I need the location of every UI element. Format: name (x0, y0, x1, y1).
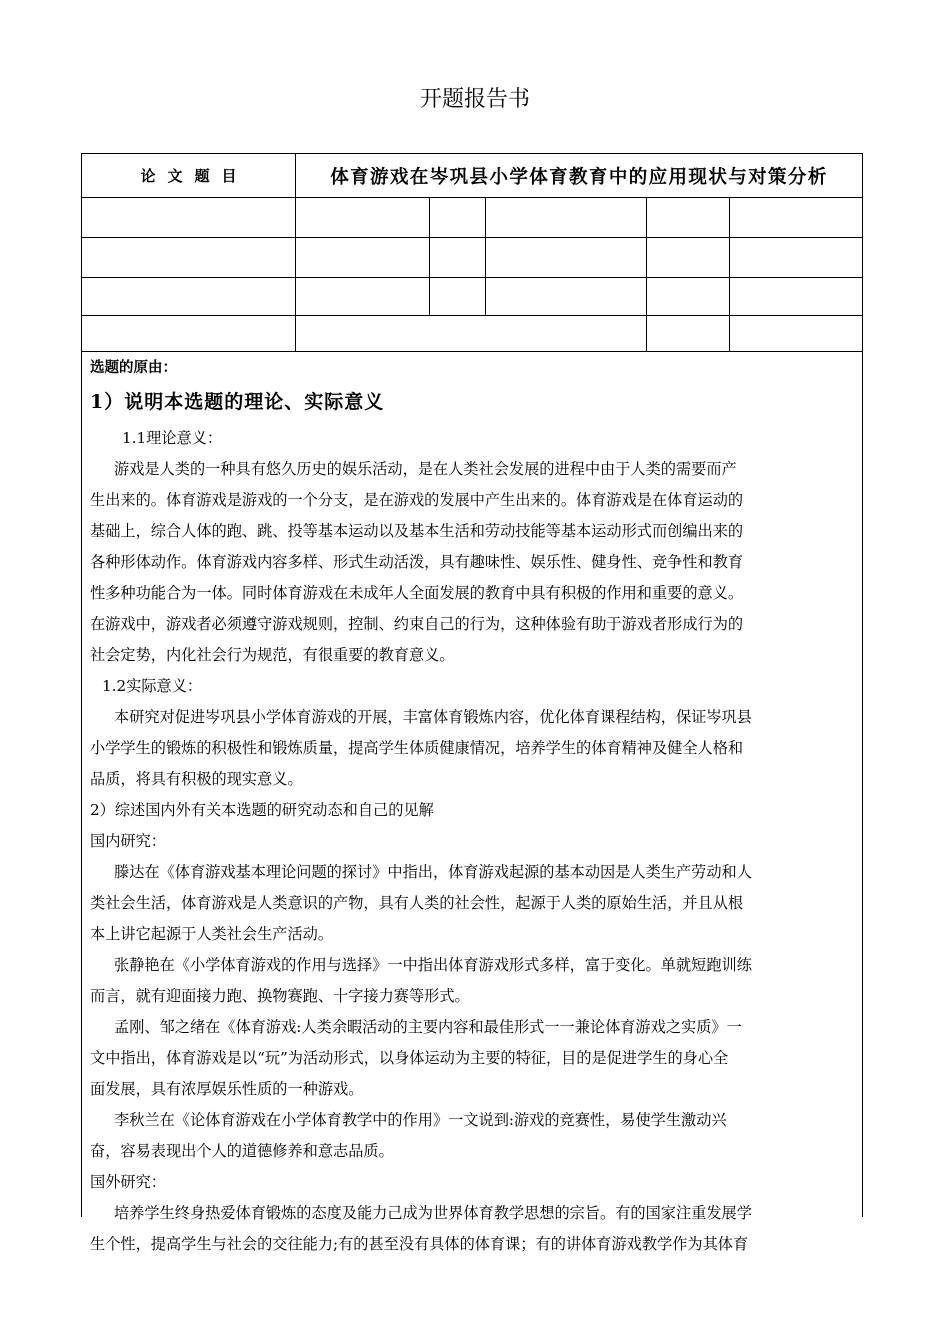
paragraph-line: 张静艳在《小学体育游戏的作用与选择》一中指出体育游戏形式多样，富于变化。单就短跑训练 (114, 956, 752, 974)
subheading-theory: 1.1理论意义： (122, 429, 223, 447)
subheading-practice: 1.2实际意义： (102, 677, 203, 695)
paragraph-line: 小学学生的锻炼的积极性和锻炼质量，提高学生体质健康情况，培养学生的体育精神及健全人格和 (90, 739, 744, 757)
paragraph-line: 品质，将具有积极的现实意义。 (90, 770, 303, 788)
grid-rule (429, 197, 430, 315)
grid-rule (485, 197, 486, 315)
paragraph-line: 孟刚、邹之绪在《体育游戏:人类余暇活动的主要内容和最佳形式一一兼论体育游戏之实质》一 (114, 1018, 742, 1036)
heading-review: 2）综述国内外有关本选题的研究动态和自己的见解 (90, 801, 434, 819)
paragraph-line: 类社会生活，体育游戏是人类意识的产物，具有人类的社会性，起源于人类的原始生活，并且从根 (90, 894, 744, 912)
paragraph-line: 奋，容易表现出个人的道德修养和意志品质。 (90, 1142, 394, 1160)
foreign-label: 国外研究： (90, 1173, 166, 1191)
paragraph-line: 培养学生终身热爱体育锻炼的态度及能力己成为世界体育教学思想的宗旨。有的国家注重发展学 (114, 1204, 752, 1222)
paragraph-line: 面发展，具有浓厚娱乐性质的一种游戏。 (90, 1080, 364, 1098)
grid-rule (646, 197, 647, 351)
paragraph-line: 本研究对促进岑巩县小学体育游戏的开展，丰富体育锻炼内容，优化体育课程结构，保证岑巩县 (114, 708, 752, 726)
heading-significance: 1）说明本选题的理论、实际意义 (90, 391, 385, 413)
section-label: 选题的原由： (90, 360, 177, 376)
grid-rule (729, 197, 730, 351)
grid-rule (81, 277, 863, 278)
paragraph-line: 李秋兰在《论体育游戏在小学体育教学中的作用》一文说到:游戏的竞赛性，易使学生激动兴 (114, 1111, 727, 1129)
grid-rule (81, 351, 863, 352)
paragraph-line: 滕达在《体育游戏基本理论问题的探讨》中指出，体育游戏起源的基本动因是人类生产劳动和人 (114, 863, 752, 881)
grid-rule (81, 197, 863, 198)
paragraph-line: 生出来的。体育游戏是游戏的一个分支，是在游戏的发展中产生出来的。体育游戏是在体育运动的 (90, 491, 744, 509)
paragraph-line: 生个性，提高学生与社会的交往能力;有的甚至没有具体的体育课；有的讲体育游戏教学作为其体育 (90, 1235, 749, 1253)
grid-rule (81, 315, 863, 316)
paragraph-line: 性多种功能合为一体。同时体育游戏在未成年人全面发展的教育中具有积极的作用和重要的意义。 (90, 584, 744, 602)
topic-value: 体育游戏在岑巩县小学体育教育中的应用现状与对策分析 (330, 166, 828, 188)
topic-label: 论文题目 (140, 167, 249, 185)
paragraph-line: 文中指出，体育游戏是以“玩”为活动形式，以身体运动为主要的特征，目的是促进学生的身心全 (90, 1049, 729, 1067)
domestic-label: 国内研究： (90, 832, 166, 850)
paragraph-line: 而言，就有迎面接力跑、换物赛跑、十字接力赛等形式。 (90, 987, 470, 1005)
paragraph-line: 本上讲它起源于人类社会生产活动。 (90, 925, 333, 943)
body-content (90, 355, 822, 1260)
paragraph-line: 各种形体动作。体育游戏内容多样、形式生动活泼，具有趣味性、娱乐性、健身性、竞争性和教育 (90, 553, 744, 571)
paragraph-line: 在游戏中，游戏者必须遵守游戏规则，控制、约束自己的行为，这种体验有助于游戏者形成行为的 (90, 615, 744, 633)
document-title: 开题报告书 (419, 87, 530, 112)
grid-rule (81, 237, 863, 238)
paragraph-line: 基础上，综合人体的跑、跳、投等基本运动以及基本生活和劳动技能等基本运动形式而创编出来的 (90, 522, 744, 540)
paragraph-line: 游戏是人类的一种具有悠久历史的娱乐活动，是在人类社会发展的进程中由于人类的需要而产 (114, 460, 737, 478)
paragraph-line: 社会定势，内化社会行为规范，有很重要的教育意义。 (90, 646, 455, 664)
